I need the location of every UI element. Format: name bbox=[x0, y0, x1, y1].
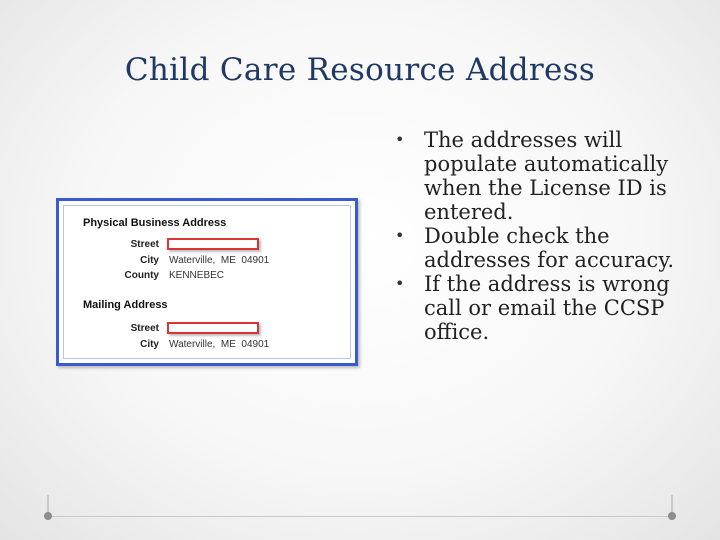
frame-dot-left bbox=[44, 512, 52, 520]
physical-county-label: County bbox=[124, 270, 159, 281]
bullet-text: The addresses will populate automatically when the License ID is entered. bbox=[424, 128, 669, 224]
bullet-text: If the address is wrong call or email the CCSP office. bbox=[424, 272, 670, 344]
mailing-street-label: Street bbox=[130, 323, 159, 334]
mailing-street-input[interactable] bbox=[167, 322, 259, 334]
mailing-city-label: City bbox=[140, 339, 159, 350]
mailing-city-value: Waterville, ME 04901 bbox=[169, 339, 270, 350]
bullet-dot-icon: • bbox=[395, 226, 405, 245]
address-screenshot bbox=[56, 198, 358, 366]
slide-title: Child Care Resource Address bbox=[124, 52, 596, 88]
bullet-item bbox=[393, 272, 693, 344]
bullet-dot-icon: • bbox=[395, 274, 405, 293]
physical-city-value: Waterville, ME 04901 bbox=[169, 255, 270, 266]
mailing-address-heading: Mailing Address bbox=[83, 299, 168, 311]
physical-street-input[interactable] bbox=[167, 238, 259, 250]
physical-address-heading: Physical Business Address bbox=[83, 217, 227, 229]
bullet-text: Double check the addresses for accuracy. bbox=[424, 224, 675, 272]
bullet-item bbox=[393, 128, 693, 224]
bullet-list bbox=[393, 128, 693, 344]
frame-dot-right bbox=[668, 512, 676, 520]
physical-street-label: Street bbox=[130, 239, 159, 250]
bullet-item bbox=[393, 224, 693, 272]
physical-county-value: KENNEBEC bbox=[169, 270, 225, 281]
physical-city-label: City bbox=[140, 255, 159, 266]
frame-line-bottom bbox=[52, 516, 668, 517]
address-form-panel bbox=[63, 205, 351, 359]
bullet-dot-icon: • bbox=[395, 130, 405, 149]
